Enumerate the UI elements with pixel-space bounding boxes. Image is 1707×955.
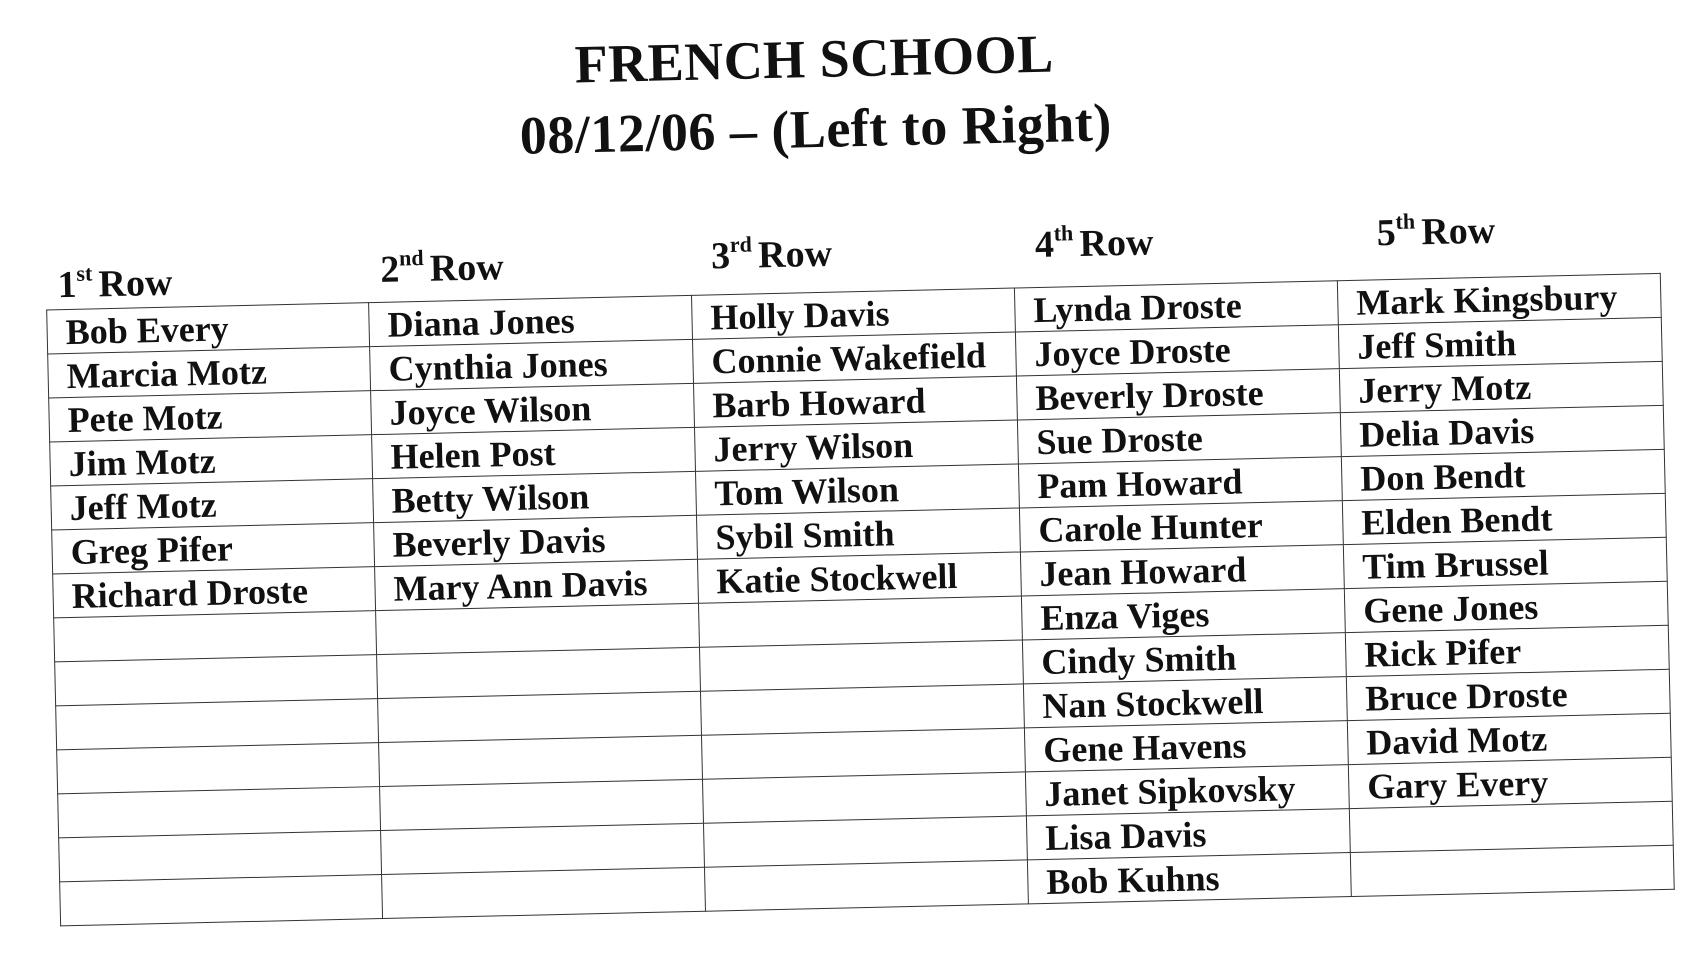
name-cell: Beverly Davis — [374, 515, 698, 566]
name-cell: Helen Post — [372, 427, 696, 478]
name-cell: Betty Wilson — [373, 471, 697, 522]
name-cell: Holly Davis — [692, 288, 1016, 339]
name-cell — [59, 831, 382, 882]
name-cell — [60, 875, 383, 926]
name-cell: Bob Kuhns — [1027, 853, 1351, 904]
row-header-2: 2nd Row — [379, 244, 505, 291]
name-cell: Carole Hunter — [1019, 501, 1343, 552]
seating-table — [46, 273, 1675, 926]
name-cell — [700, 684, 1024, 735]
name-cell — [381, 823, 705, 874]
name-cell: Janet Sipkovsky — [1025, 765, 1349, 816]
name-cell: Gary Every — [1348, 757, 1672, 808]
name-cell: Cynthia Jones — [370, 339, 694, 390]
name-cell — [1349, 801, 1673, 852]
name-cell: Richard Droste — [53, 567, 376, 618]
name-cell: Tim Brussel — [1343, 537, 1667, 588]
name-cell — [704, 860, 1028, 911]
name-cell — [55, 655, 378, 706]
name-cell — [377, 647, 701, 698]
name-cell — [380, 779, 704, 830]
row-header-1: 1st Row — [57, 260, 173, 307]
name-cell — [57, 743, 380, 794]
name-cell — [54, 611, 377, 662]
name-cell: Lynda Droste — [1014, 281, 1338, 332]
name-cell: Elden Bendt — [1342, 493, 1666, 544]
name-cell — [1350, 845, 1674, 896]
name-cell: Jim Motz — [50, 435, 373, 486]
name-cell — [703, 816, 1027, 867]
name-cell — [701, 728, 1025, 779]
name-cell: Barb Howard — [694, 376, 1018, 427]
name-cell: Tom Wilson — [695, 464, 1019, 515]
name-cell: Bob Every — [47, 303, 370, 354]
name-cell: Joyce Droste — [1015, 325, 1339, 376]
name-cell: Jerry Wilson — [694, 420, 1018, 471]
seating-table-body — [47, 273, 1675, 925]
name-cell: David Motz — [1347, 713, 1671, 764]
name-cell: Rick Pifer — [1345, 625, 1669, 676]
name-cell — [379, 735, 703, 786]
name-cell: Sue Droste — [1017, 413, 1341, 464]
name-cell: Bruce Droste — [1346, 669, 1670, 720]
name-cell: Katie Stockwell — [697, 552, 1021, 603]
name-cell: Jean Howard — [1020, 545, 1344, 596]
name-cell — [698, 596, 1022, 647]
name-cell: Connie Wakefield — [693, 332, 1017, 383]
name-cell: Jerry Motz — [1339, 361, 1663, 412]
name-cell: Gene Jones — [1344, 581, 1668, 632]
name-cell: Jeff Smith — [1338, 317, 1662, 368]
name-cell: Greg Pifer — [52, 523, 375, 574]
name-cell: Mary Ann Davis — [375, 559, 699, 610]
name-cell — [58, 787, 381, 838]
name-cell: Sybil Smith — [696, 508, 1020, 559]
name-cell — [378, 691, 702, 742]
name-cell: Pam Howard — [1018, 457, 1342, 508]
name-cell — [382, 867, 706, 918]
name-cell: Nan Stockwell — [1023, 677, 1347, 728]
name-cell: Enza Viges — [1021, 589, 1345, 640]
row-header-5: 5th Row — [1376, 208, 1496, 255]
row-header-3: 3rd Row — [710, 231, 833, 278]
row-header-4: 4th Row — [1034, 220, 1154, 267]
name-cell: Lisa Davis — [1026, 809, 1350, 860]
name-cell: Cindy Smith — [1022, 633, 1346, 684]
name-cell: Pete Motz — [49, 391, 372, 442]
name-cell: Diana Jones — [369, 295, 693, 346]
name-cell: Joyce Wilson — [371, 383, 695, 434]
document-subtitle: 08/12/06 – (Left to Right) — [519, 92, 1113, 166]
name-cell — [702, 772, 1026, 823]
name-cell — [376, 603, 700, 654]
name-cell: Marcia Motz — [48, 347, 371, 398]
name-cell: Jeff Motz — [51, 479, 374, 530]
name-cell: Beverly Droste — [1016, 369, 1340, 420]
document-title: FRENCH SCHOOL — [574, 23, 1055, 95]
name-cell — [699, 640, 1023, 691]
name-cell — [56, 699, 379, 750]
name-cell: Don Bendt — [1341, 449, 1665, 500]
name-cell: Gene Havens — [1024, 721, 1348, 772]
name-cell: Mark Kingsbury — [1337, 273, 1661, 324]
name-cell: Delia Davis — [1340, 405, 1664, 456]
